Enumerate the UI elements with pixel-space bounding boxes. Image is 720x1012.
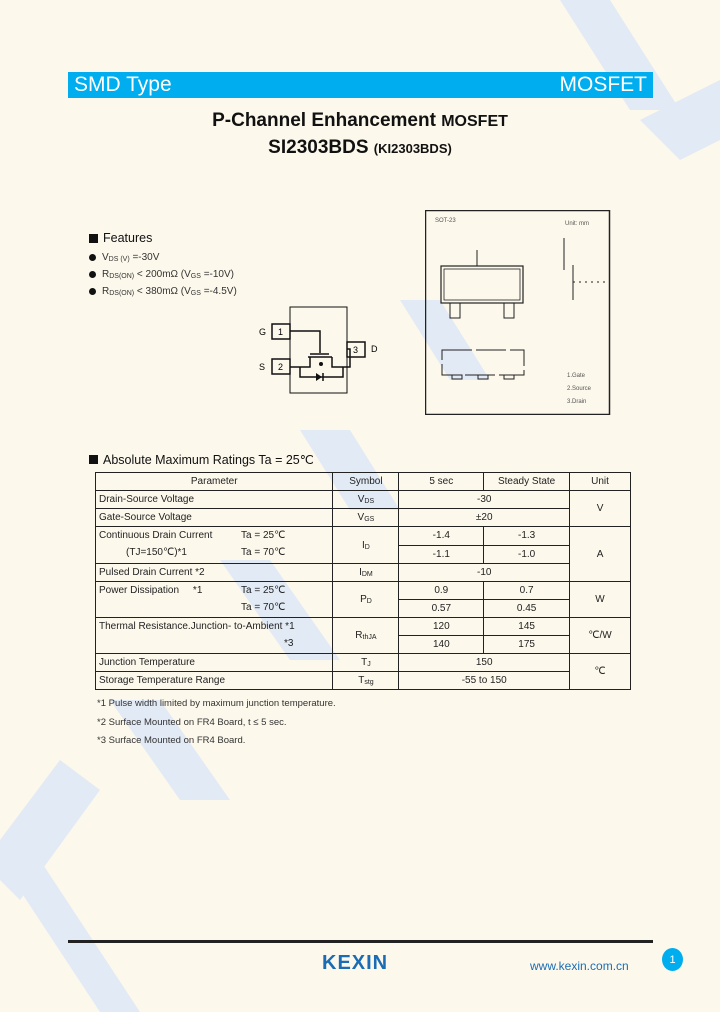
square-bullet-icon — [89, 234, 98, 243]
text: V — [357, 494, 365, 505]
ratings-heading — [89, 452, 314, 467]
text: -55 to 150 — [399, 672, 570, 690]
text: Gate-Source Voltage — [96, 509, 333, 527]
table-cell — [333, 564, 399, 582]
text: Storage Temperature Range — [96, 672, 333, 690]
text: I — [359, 567, 362, 578]
text: Pulsed Drain Current *2 — [96, 564, 333, 582]
text: stg — [364, 679, 374, 686]
text: DM — [361, 571, 373, 578]
text: 0.45 — [484, 600, 570, 618]
bullet-icon — [89, 254, 96, 261]
pin-legend-source: 2.Source — [567, 386, 592, 392]
text: Ta = 70℃ — [241, 602, 286, 613]
pin-2: 2 — [278, 362, 284, 372]
features-list — [89, 249, 237, 300]
part-main: SI2303BDS — [268, 137, 369, 158]
feature-text — [102, 286, 237, 297]
pin-3: 3 — [353, 345, 359, 355]
text: D — [366, 598, 372, 605]
features-heading — [89, 231, 237, 245]
header-cell: Symbol — [333, 473, 399, 491]
table-cell — [333, 672, 399, 690]
header-category: MOSFET — [559, 73, 647, 96]
text: DS (V) — [108, 256, 130, 263]
text: 120 — [399, 618, 484, 636]
table-cell — [333, 527, 399, 564]
table-row — [96, 564, 631, 582]
text: Power Dissipation *1 — [99, 585, 203, 596]
text: *3 — [284, 638, 294, 649]
package-name: SOT-23 — [435, 218, 456, 224]
text: =-4.5V) — [200, 286, 237, 297]
text: -1.3 — [484, 527, 570, 546]
text: 0.7 — [484, 582, 570, 600]
gate-label: G — [259, 327, 267, 337]
title-text: P-Channel Enhancement — [212, 110, 436, 131]
text: Ta = 70℃ — [241, 547, 286, 558]
text: 145 — [484, 618, 570, 636]
table-header-row — [96, 473, 631, 491]
text: 150 — [399, 654, 570, 672]
website-link[interactable]: www.kexin.com.cn — [530, 959, 629, 973]
text: -1.1 — [399, 545, 484, 564]
title-suffix: MOSFET — [441, 113, 508, 130]
source-label: S — [259, 362, 266, 372]
table-row — [96, 618, 631, 636]
kexin-logo: KEXIN — [322, 952, 389, 974]
table-row — [96, 582, 631, 600]
table-cell — [333, 582, 399, 618]
table-cell — [96, 618, 333, 654]
text: < 380mΩ (V — [134, 286, 191, 297]
header-bar — [68, 72, 653, 98]
table-row — [96, 509, 631, 527]
square-bullet-icon — [89, 455, 98, 464]
drain-label: D — [371, 344, 378, 354]
text: T — [361, 657, 368, 668]
text: ±20 — [399, 509, 570, 527]
feature-text — [102, 269, 234, 280]
page-number: 1 — [662, 948, 683, 971]
header-cell: Unit — [570, 473, 631, 491]
text: ℃ — [570, 654, 631, 690]
text: < 200mΩ (V — [134, 269, 191, 280]
table-cell — [333, 491, 399, 509]
pin-legend-drain: 3.Drain — [567, 399, 587, 405]
text: -30 — [399, 491, 570, 509]
header-cell: 5 sec — [399, 473, 484, 491]
footnote: *2 Surface Mounted on FR4 Board, t ≤ 5 sec. — [97, 716, 287, 728]
table-cell — [333, 654, 399, 672]
text: 175 — [484, 636, 570, 654]
ratings-heading-text: Absolute Maximum Ratings Ta = 25℃ — [103, 453, 314, 467]
table-row — [96, 672, 631, 690]
text: V — [357, 512, 365, 523]
text: R — [102, 269, 110, 280]
text: V — [102, 252, 109, 263]
text: 140 — [399, 636, 484, 654]
mosfet-schematic — [250, 300, 390, 400]
table-row — [96, 527, 631, 546]
table-cell — [333, 509, 399, 527]
feature-item — [89, 283, 237, 300]
text: R — [355, 630, 363, 641]
table-row — [96, 491, 631, 509]
table-cell — [333, 618, 399, 654]
text: DS — [364, 498, 375, 505]
text: GS — [190, 290, 201, 297]
text: GS — [190, 273, 201, 280]
header-cell: Steady State — [484, 473, 570, 491]
footer-divider — [68, 940, 653, 943]
part-number — [0, 137, 720, 159]
footnote: *1 Pulse width limited by maximum junction temperature. — [97, 698, 336, 709]
text: GS — [364, 516, 375, 523]
text: 0.9 — [399, 582, 484, 600]
table-row — [96, 654, 631, 672]
text: Drain-Source Voltage — [96, 491, 333, 509]
package-unit: Unit: mm — [565, 221, 589, 227]
text: Ta = 25℃ — [241, 530, 286, 541]
table-cell — [96, 582, 333, 618]
ratings-table — [95, 472, 631, 690]
header-type: SMD Type — [74, 73, 172, 96]
text: Junction Temperature — [96, 654, 333, 672]
text: V — [570, 491, 631, 527]
footnote: *3 Surface Mounted on FR4 Board. — [97, 735, 246, 746]
text: =-30V — [129, 252, 160, 263]
header-cell: Parameter — [96, 473, 333, 491]
features-heading-text: Features — [103, 231, 153, 245]
text: 0.57 — [399, 600, 484, 618]
text: W — [570, 582, 631, 618]
text: R — [102, 286, 110, 297]
text: I — [362, 539, 365, 551]
text: Continuous Drain Current — [99, 530, 213, 541]
package-drawing — [425, 210, 611, 415]
text: =-10V) — [200, 269, 234, 280]
text: -10 — [399, 564, 570, 582]
feature-item — [89, 249, 237, 266]
text: P — [360, 594, 367, 605]
part-alt: (KI2303BDS) — [373, 141, 452, 156]
table-cell — [96, 527, 333, 564]
feature-text — [102, 252, 159, 263]
text: Thermal Resistance.Junction- to-Ambient *1 — [99, 621, 295, 632]
page-title — [0, 110, 720, 132]
features-section — [89, 231, 237, 300]
text: -1.0 — [484, 545, 570, 564]
bullet-icon — [89, 288, 96, 295]
pin-legend-gate: 1.Gate — [567, 373, 586, 379]
feature-item — [89, 266, 237, 283]
text: DS(ON) — [109, 290, 135, 297]
text: T — [358, 675, 365, 686]
text: D — [364, 543, 370, 551]
text: (TJ=150℃)*1 — [126, 547, 187, 558]
bullet-icon — [89, 271, 96, 278]
text: -1.4 — [399, 527, 484, 546]
footnotes — [97, 695, 336, 751]
text: DS(ON) — [109, 273, 135, 280]
text: J — [367, 661, 371, 668]
text: ℃/W — [570, 618, 631, 654]
text: thJA — [362, 634, 377, 641]
text: Ta = 25℃ — [241, 585, 286, 596]
text: A — [570, 527, 631, 582]
pin-1: 1 — [278, 327, 284, 337]
